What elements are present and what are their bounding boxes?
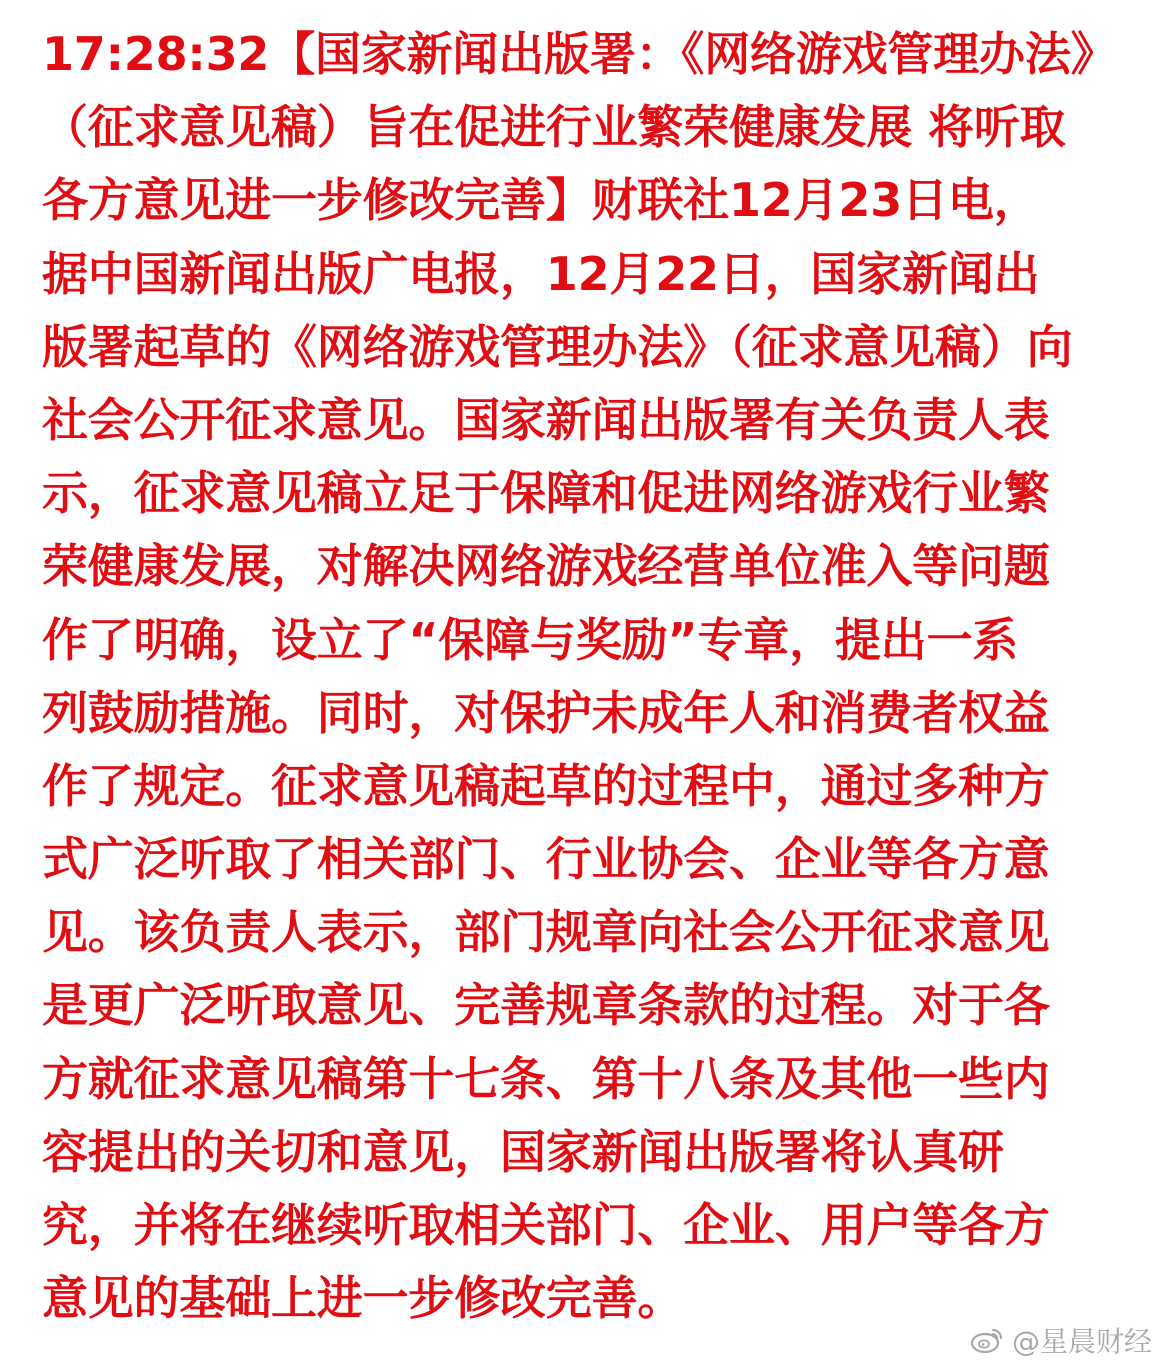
article-line: 意见的基础上进一步修改完善。: [42, 1271, 684, 1326]
article-text: [42, 18, 1132, 1335]
weibo-icon: [970, 1326, 1004, 1354]
article-line: 是更广泛听取意见、完善规章条款的过程。对于各: [42, 978, 1050, 1033]
article-line: 17:28:32【国家新闻出版署：《网络游戏管理办法》: [42, 27, 1117, 81]
article-line: 版署起草的《网络游戏管理办法》（征求意见稿）向: [42, 319, 1073, 374]
article-line: 列鼓励措施。同时，对保护未成年人和消费者权益: [42, 685, 1050, 740]
article-line: 示，征求意见稿立足于保障和促进网络游戏行业繁: [42, 466, 1050, 521]
watermark: [970, 1320, 1152, 1360]
article-line: 据中国新闻出版广电报，12月22日，国家新闻出: [42, 246, 1040, 301]
article-line: 方就征求意见稿第十七条、第十八条及其他一些内: [42, 1051, 1050, 1106]
article-line: 究，并将在继续听取相关部门、企业、用户等各方: [42, 1198, 1050, 1252]
article-line: 社会公开征求意见。国家新闻出版署有关负责人表: [42, 392, 1050, 447]
article-line: 作了规定。征求意见稿起草的过程中，通过多种方: [42, 758, 1050, 813]
article-line: 见。该负责人表示，部门规章向社会公开征求意见: [42, 905, 1050, 960]
article-line: 容提出的关切和意见，国家新闻出版署将认真研: [42, 1124, 1004, 1179]
article-line: （征求意见稿）旨在促进行业繁荣健康发展 将听取: [42, 100, 1066, 155]
article-line: 荣健康发展，对解决网络游戏经营单位准入等问题: [42, 539, 1050, 594]
article-line: 作了明确，设立了“保障与奖励”专章，提出一系: [42, 612, 1019, 667]
watermark-text: @星晨财经: [1011, 1325, 1152, 1358]
article-line: 各方意见进一步修改完善】财联社12月23日电，: [42, 173, 1040, 228]
article-line: 式广泛听取了相关部门、行业协会、企业等各方意: [42, 832, 1050, 887]
